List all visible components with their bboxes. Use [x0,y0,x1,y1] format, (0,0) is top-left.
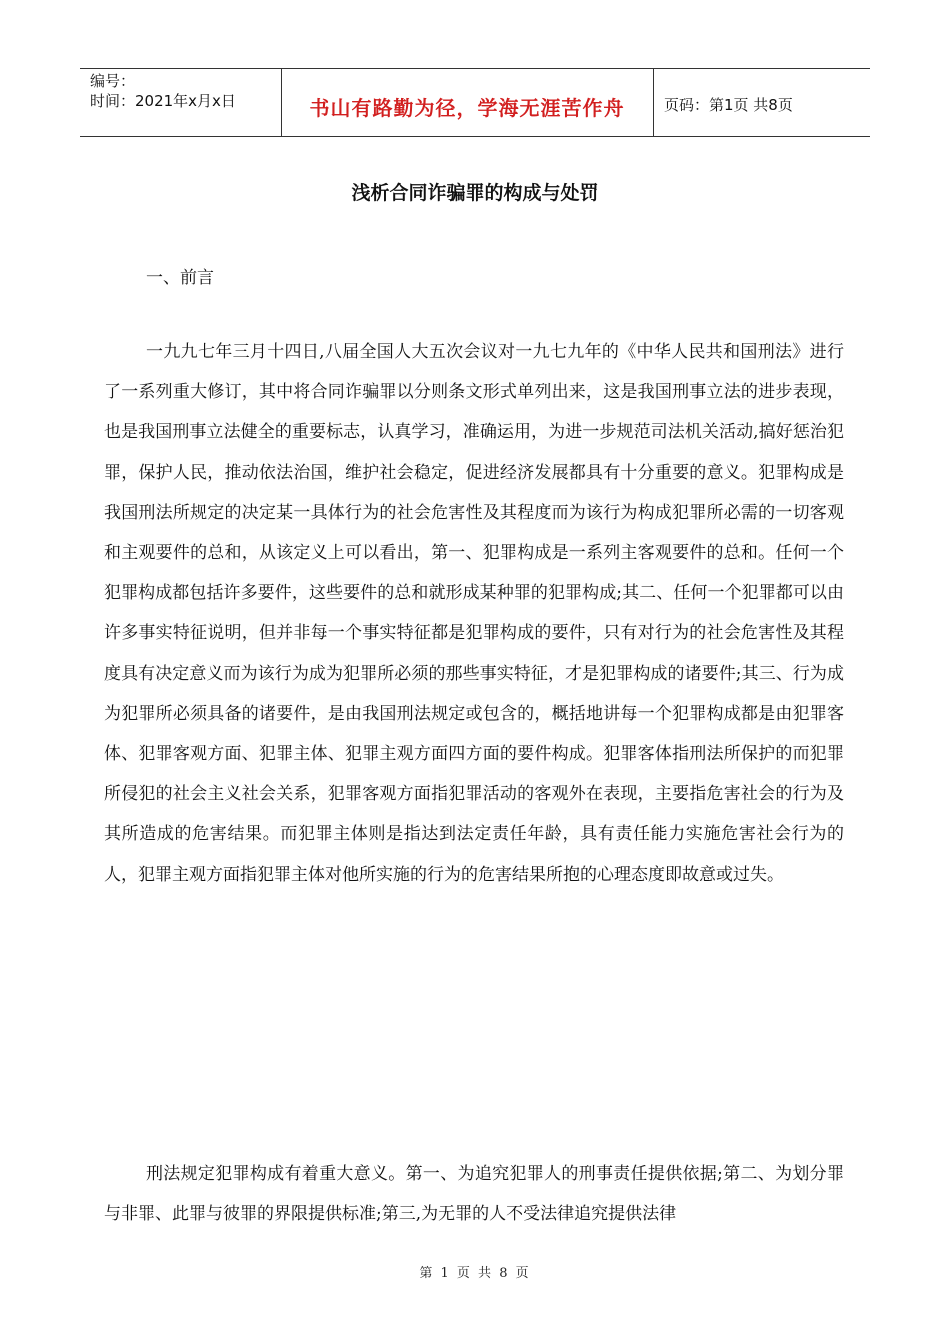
header-motto: 书山有路勤为径，学海无涯苦作舟 [309,96,625,120]
header-divider-right [653,68,654,136]
document-title: 浅析合同诈骗罪的构成与处罚 [351,182,599,204]
page-footer: 第 1 页 共 8 页 [419,1266,531,1281]
header-page-label: 页码：第1页 共8页 [664,96,793,114]
paragraph: 刑法规定犯罪构成有着重大意义。第一、为追究犯罪人的刑事责任提供依据;第二、为划分罪与非罪、此罪与彼罪的界限提供标准;第三,为无罪的人不受法律追究提供法律 [104,1164,844,1225]
header-meta [90,71,236,111]
header-number-label: 编号： [90,72,136,90]
header-date-label: 时间：2021年x月x日 [90,92,236,110]
paragraph: 一九九七年三月十四日,八届全国人大五次会议对一九七九年的《中华人民共和国刑法》进行了一系列重大修订，其中将合同诈骗罪以分则条文形式单列出来，这是我国刑事立法的进步表现，也是我国刑事立法健全的重要标志，认真学习，准确运用，为进一步规范司法机关活动,搞好惩治犯罪，保护人民，推动依法治国，维护社会稳定，促进经济发展都具有十分重要的意义。犯罪构成是我国刑法所规定的决定某一具体行为的社会危害性及其程度而为该行为构成犯罪所必需的一切客观和主观要件的总和，从该定义上可以看出，第一、犯罪构成是一系列主客观要件的总和。任何一个犯罪构成都包括许多要件，这些要件的总和就形成某种罪的犯罪构成;其二、任何一个犯罪都可以由许多事实特征说明，但并非每一个事实特征都是犯罪构成的要件，只有对行为的社会危害性及其程度具有决定意义而为该行为成为犯罪所必须的那些事实特征，才是犯罪构成的诸要件;其三、行为成为犯罪所必须具备的诸要件，是由我国刑法规定或包含的，概括地讲每一个犯罪构成都是由犯罪客体、犯罪客观方面、犯罪主体、犯罪主观方面四方面的要件构成。犯罪客体指刑法所保护的而犯罪所侵犯的社会主义社会关系，犯罪客观方面指犯罪活动的客观外在表现，主要指危害社会的行为及其所造成的危害结果。而犯罪主体则是指达到法定责任年龄，具有责任能力实施危害社会行为的人，犯罪主观方面指犯罪主体对他所实施的行为的危害结果所抱的心理态度即故意或过失。 [104,342,844,885]
header-top-border [80,68,870,69]
header-bottom-border [80,136,870,137]
section-heading: 一、前言 [146,268,214,288]
